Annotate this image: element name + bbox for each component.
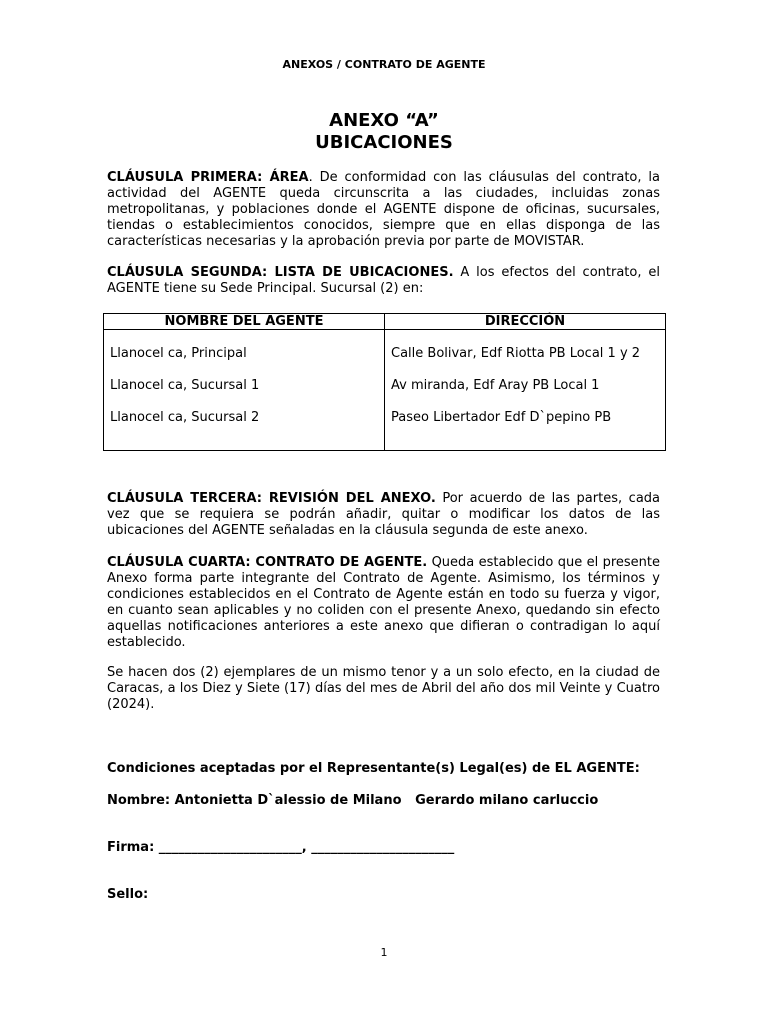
signature-line: Firma: ______________________, ______________________ (107, 840, 455, 855)
agent-name-cell: Llanocel ca, Principal (104, 330, 385, 379)
locations-table (103, 313, 666, 451)
clause-fourth-text: Queda establecido que el presente Anexo forma parte integrante del Contrato de Agente. Asimismo, los términos y condiciones establecidos en el Contrato de Agente están en todo su fuerza y vigor, en cuanto sean aplicables y no coliden con el presente Anexo, quedando sin efecto aquellas notificaciones anteriores a este anexo que difieran o contradigan lo aquí establecido. (107, 555, 660, 650)
annex-title (0, 110, 768, 154)
clause-first-text: . De conformidad con las cláusulas del contrato, la actividad del AGENTE queda circunscrita a las ciudades, incluidas zonas metropolitanas, y poblaciones donde el AGENTE dispone de oficinas, sucursales, tiendas o establecimientos conocidos, siempre que en ellas disponga de las características necesarias y la aprobación previa por parte de MOVISTAR. (107, 170, 660, 249)
clause-second-heading: CLÁUSULA SEGUNDA: LISTA DE UBICACIONES. (107, 265, 454, 280)
clause-third (107, 491, 660, 539)
clause-fourth (107, 555, 660, 651)
clause-first-heading: CLÁUSULA PRIMERA: ÁREA (107, 170, 309, 185)
address-cell: Paseo Libertador Edf D`pepino PB (385, 410, 666, 451)
agent-name-cell: Llanocel ca, Sucursal 1 (104, 378, 385, 410)
table-row (104, 378, 666, 410)
representatives-name-line: Nombre: Antonietta D`alessio de Milano Gerardo milano carluccio (107, 793, 599, 808)
page-number: 1 (380, 946, 388, 959)
clause-second-text: A los efectos del contrato, el AGENTE tiene su Sede Principal. Sucursal (2) en: (107, 265, 660, 296)
address-cell: Av miranda, Edf Aray PB Local 1 (385, 378, 666, 410)
closing-paragraph: Se hacen dos (2) ejemplares de un mismo tenor y a un solo efecto, en la ciudad de Caracas, a los Diez y Siete (17) días del mes de Abril del año dos mil Veinte y Cuatro (2024). (107, 665, 660, 712)
annex-title-line1: ANEXO “A” (329, 110, 439, 131)
clause-third-heading: CLÁUSULA TERCERA: REVISIÓN DEL ANEXO. (107, 491, 436, 506)
clause-first (107, 170, 660, 250)
table-row (104, 330, 666, 379)
table-header-row (104, 314, 666, 330)
address-cell: Calle Bolivar, Edf Riotta PB Local 1 y 2 (385, 330, 666, 379)
annex-title-line2: UBICACIONES (315, 132, 453, 153)
table-row (104, 410, 666, 451)
clause-second (107, 265, 660, 297)
agent-name-cell: Llanocel ca, Sucursal 2 (104, 410, 385, 451)
seal-line: Sello: (107, 887, 149, 902)
document-header: ANEXOS / CONTRATO DE AGENTE (282, 58, 486, 71)
column-header-agent-name: NOMBRE DEL AGENTE (104, 314, 385, 330)
conditions-accepted-line: Condiciones aceptadas por el Representante(s) Legal(es) de EL AGENTE: (107, 761, 640, 776)
clause-third-text: Por acuerdo de las partes, cada vez que se requiera se podrán añadir, quitar o modificar los datos de las ubicaciones del AGENTE señaladas en la cláusula segunda de este anexo. (107, 491, 660, 538)
clause-fourth-heading: CLÁUSULA CUARTA: CONTRATO DE AGENTE. (107, 555, 428, 570)
column-header-address: DIRECCIÓN (385, 314, 666, 330)
